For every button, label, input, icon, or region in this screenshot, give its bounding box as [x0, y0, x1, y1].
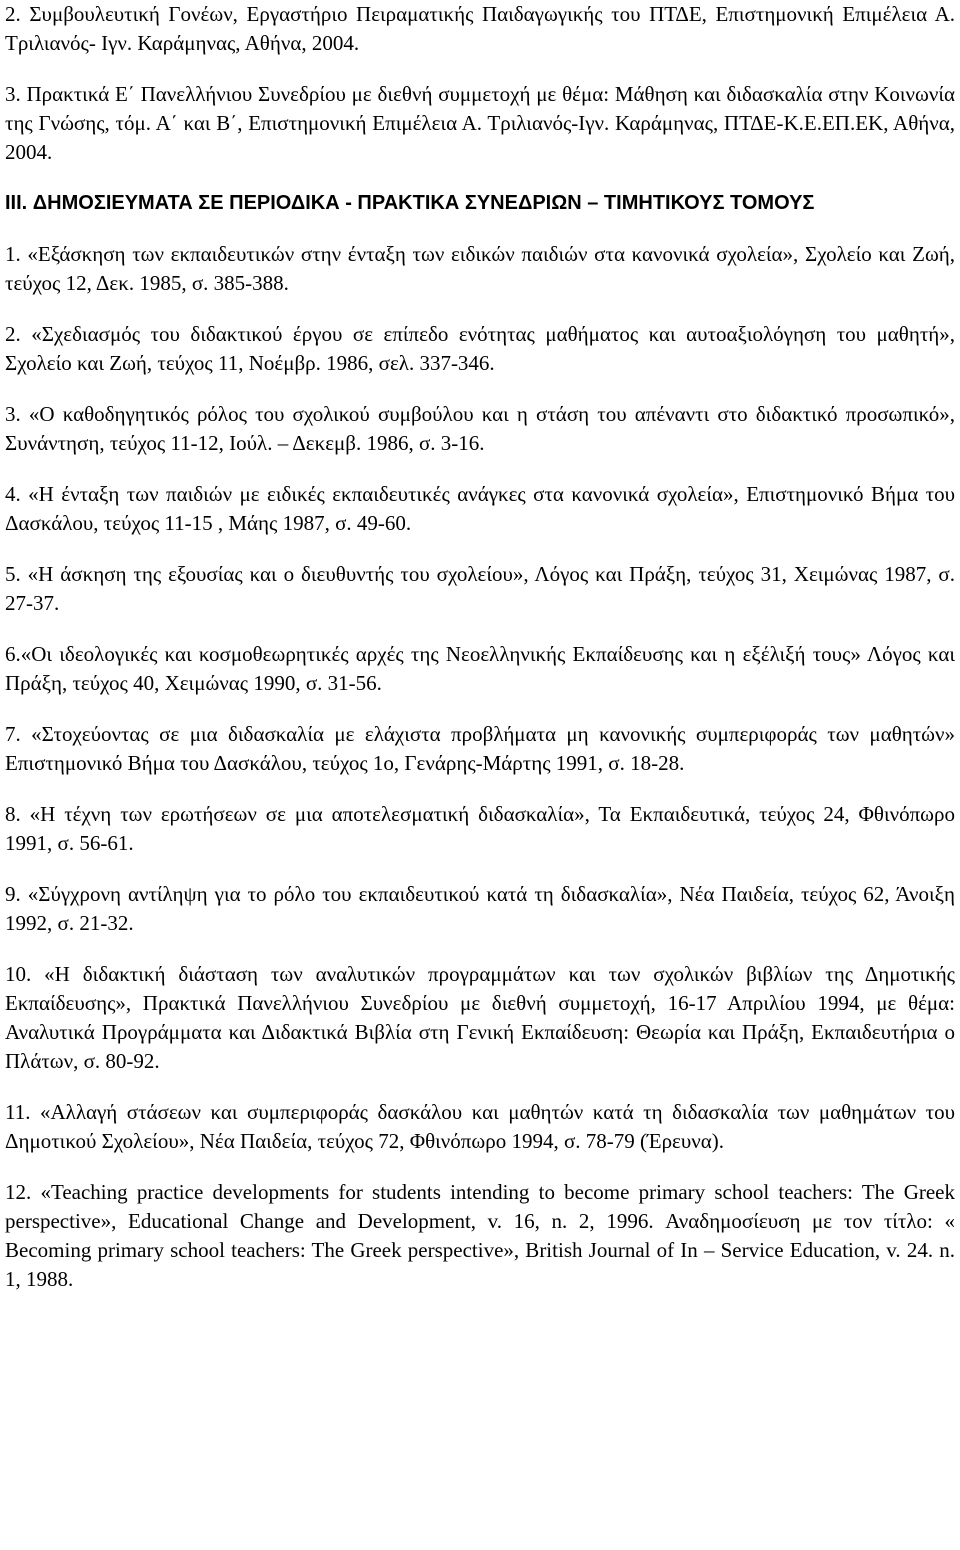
publication-item: 5. «Η άσκηση της εξουσίας και ο διευθυντής του σχολείου», Λόγος και Πράξη, τεύχος 31, Χειμώνας 1987, σ. 27-37. — [5, 562, 955, 615]
document-page — [5, 0, 955, 1316]
publication-item: 10. «Η διδακτική διάσταση των αναλυτικών προγραμμάτων και των σχολικών βιβλίων της Δημοτικής Εκπαίδευσης», Πρακτικά Πανελλήνιου Συνεδρίου με διεθνή συμμετοχή, 16-17 Απριλίου 1994, με θέμα: Αναλυτικά Προγράμματα και Διδακτικά Βιβλία στη Γενική Εκπαίδευση: Θεωρία και Πράξη, Εκπαιδευτήρια ο Πλάτων, σ. 80-92. — [5, 962, 955, 1073]
publication-item: 12. «Teaching practice developments for students intending to become primary school teachers: The Greek perspective», Educational Change and Development, v. 16, n. 2, 1996. Αναδημοσίευση με τον τίτλο: « Becoming primary school teachers: The Greek perspective», British Journal of In – Service Education, v. 24. n. 1, 1988. — [5, 1180, 955, 1291]
publication-item: 3. «Ο καθοδηγητικός ρόλος του σχολικού συμβούλου και η στάση του απέναντι στο διδακτικό προσωπικό», Συνάντηση, τεύχος 11-12, Ιούλ. – Δεκεμβ. 1986, σ. 3-16. — [5, 402, 955, 455]
publication-item: 7. «Στοχεύοντας σε μια διδασκαλία με ελάχιστα προβλήματα μη κανονικής συμπεριφοράς των μαθητών» Επιστημονικό Βήμα του Δασκάλου, τεύχος 1ο, Γενάρης-Μάρτης 1991, σ. 18-28. — [5, 722, 955, 775]
publication-item: 1. «Εξάσκηση των εκπαιδευτικών στην ένταξη των ειδικών παιδιών στα κανονικά σχολεία», Σχολείο και Ζωή, τεύχος 12, Δεκ. 1985, σ. 385-388. — [5, 242, 955, 295]
publication-item: 9. «Σύγχρονη αντίληψη για το ρόλο του εκπαιδευτικού κατά τη διδασκαλία», Νέα Παιδεία, τεύχος 62, Άνοιξη 1992, σ. 21-32. — [5, 882, 955, 935]
section-heading: III. ΔΗΜΟΣΙΕΥΜΑΤΑ ΣΕ ΠΕΡΙΟΔΙΚΑ - ΠΡΑΚΤΙΚΑ ΣΥΝΕΔΡΙΩΝ – ΤΙΜΗΤΙΚΟΥΣ ΤΟΜΟΥΣ — [5, 192, 815, 214]
publication-item: 8. «Η τέχνη των ερωτήσεων σε μια αποτελεσματική διδασκαλία», Τα Εκπαιδευτικά, τεύχος 24, Φθινόπωρο 1991, σ. 56-61. — [5, 802, 955, 855]
publication-item: 11. «Αλλαγή στάσεων και συμπεριφοράς δασκάλου και μαθητών κατά τη διδασκαλία των μαθημάτων του Δημοτικού Σχολείου», Νέα Παιδεία, τεύχος 72, Φθινόπωρο 1994, σ. 78-79 (Έρευνα). — [5, 1100, 955, 1153]
list-item: 2. Συμβουλευτική Γονέων, Εργαστήριο Πειραματικής Παιδαγωγικής του ΠΤΔΕ, Επιστημονική Επιμέλεια Α. Τριλιανός- Ιγν. Καράμηνας, Αθήνα, 2004. — [5, 2, 955, 55]
list-item: 3. Πρακτικά Ε΄ Πανελλήνιου Συνεδρίου με διεθνή συμμετοχή με θέμα: Μάθηση και διδασκαλία στην Κοινωνία της Γνώσης, τόμ. Α΄ και Β΄, Επιστημονική Επιμέλεια Α. Τριλιανός-Ιγν. Καράμηνας, ΠΤΔΕ-Κ.Ε.ΕΠ.ΕΚ, Αθήνα, 2004. — [5, 82, 955, 164]
publication-item: 4. «Η ένταξη των παιδιών με ειδικές εκπαιδευτικές ανάγκες στα κανονικά σχολεία», Επιστημονικό Βήμα του Δασκάλου, τεύχος 11-15 , Μάης 1987, σ. 49-60. — [5, 482, 955, 535]
publication-item: 2. «Σχεδιασμός του διδακτικού έργου σε επίπεδο ενότητας μαθήματος και αυτοαξιολόγηση του μαθητή», Σχολείο και Ζωή, τεύχος 11, Νοέμβρ. 1986, σελ. 337-346. — [5, 322, 955, 375]
publication-item: 6.«Οι ιδεολογικές και κοσμοθεωρητικές αρχές της Νεοελληνικής Εκπαίδευσης και η εξέλιξή τους» Λόγος και Πράξη, τεύχος 40, Χειμώνας 1990, σ. 31-56. — [5, 642, 955, 695]
